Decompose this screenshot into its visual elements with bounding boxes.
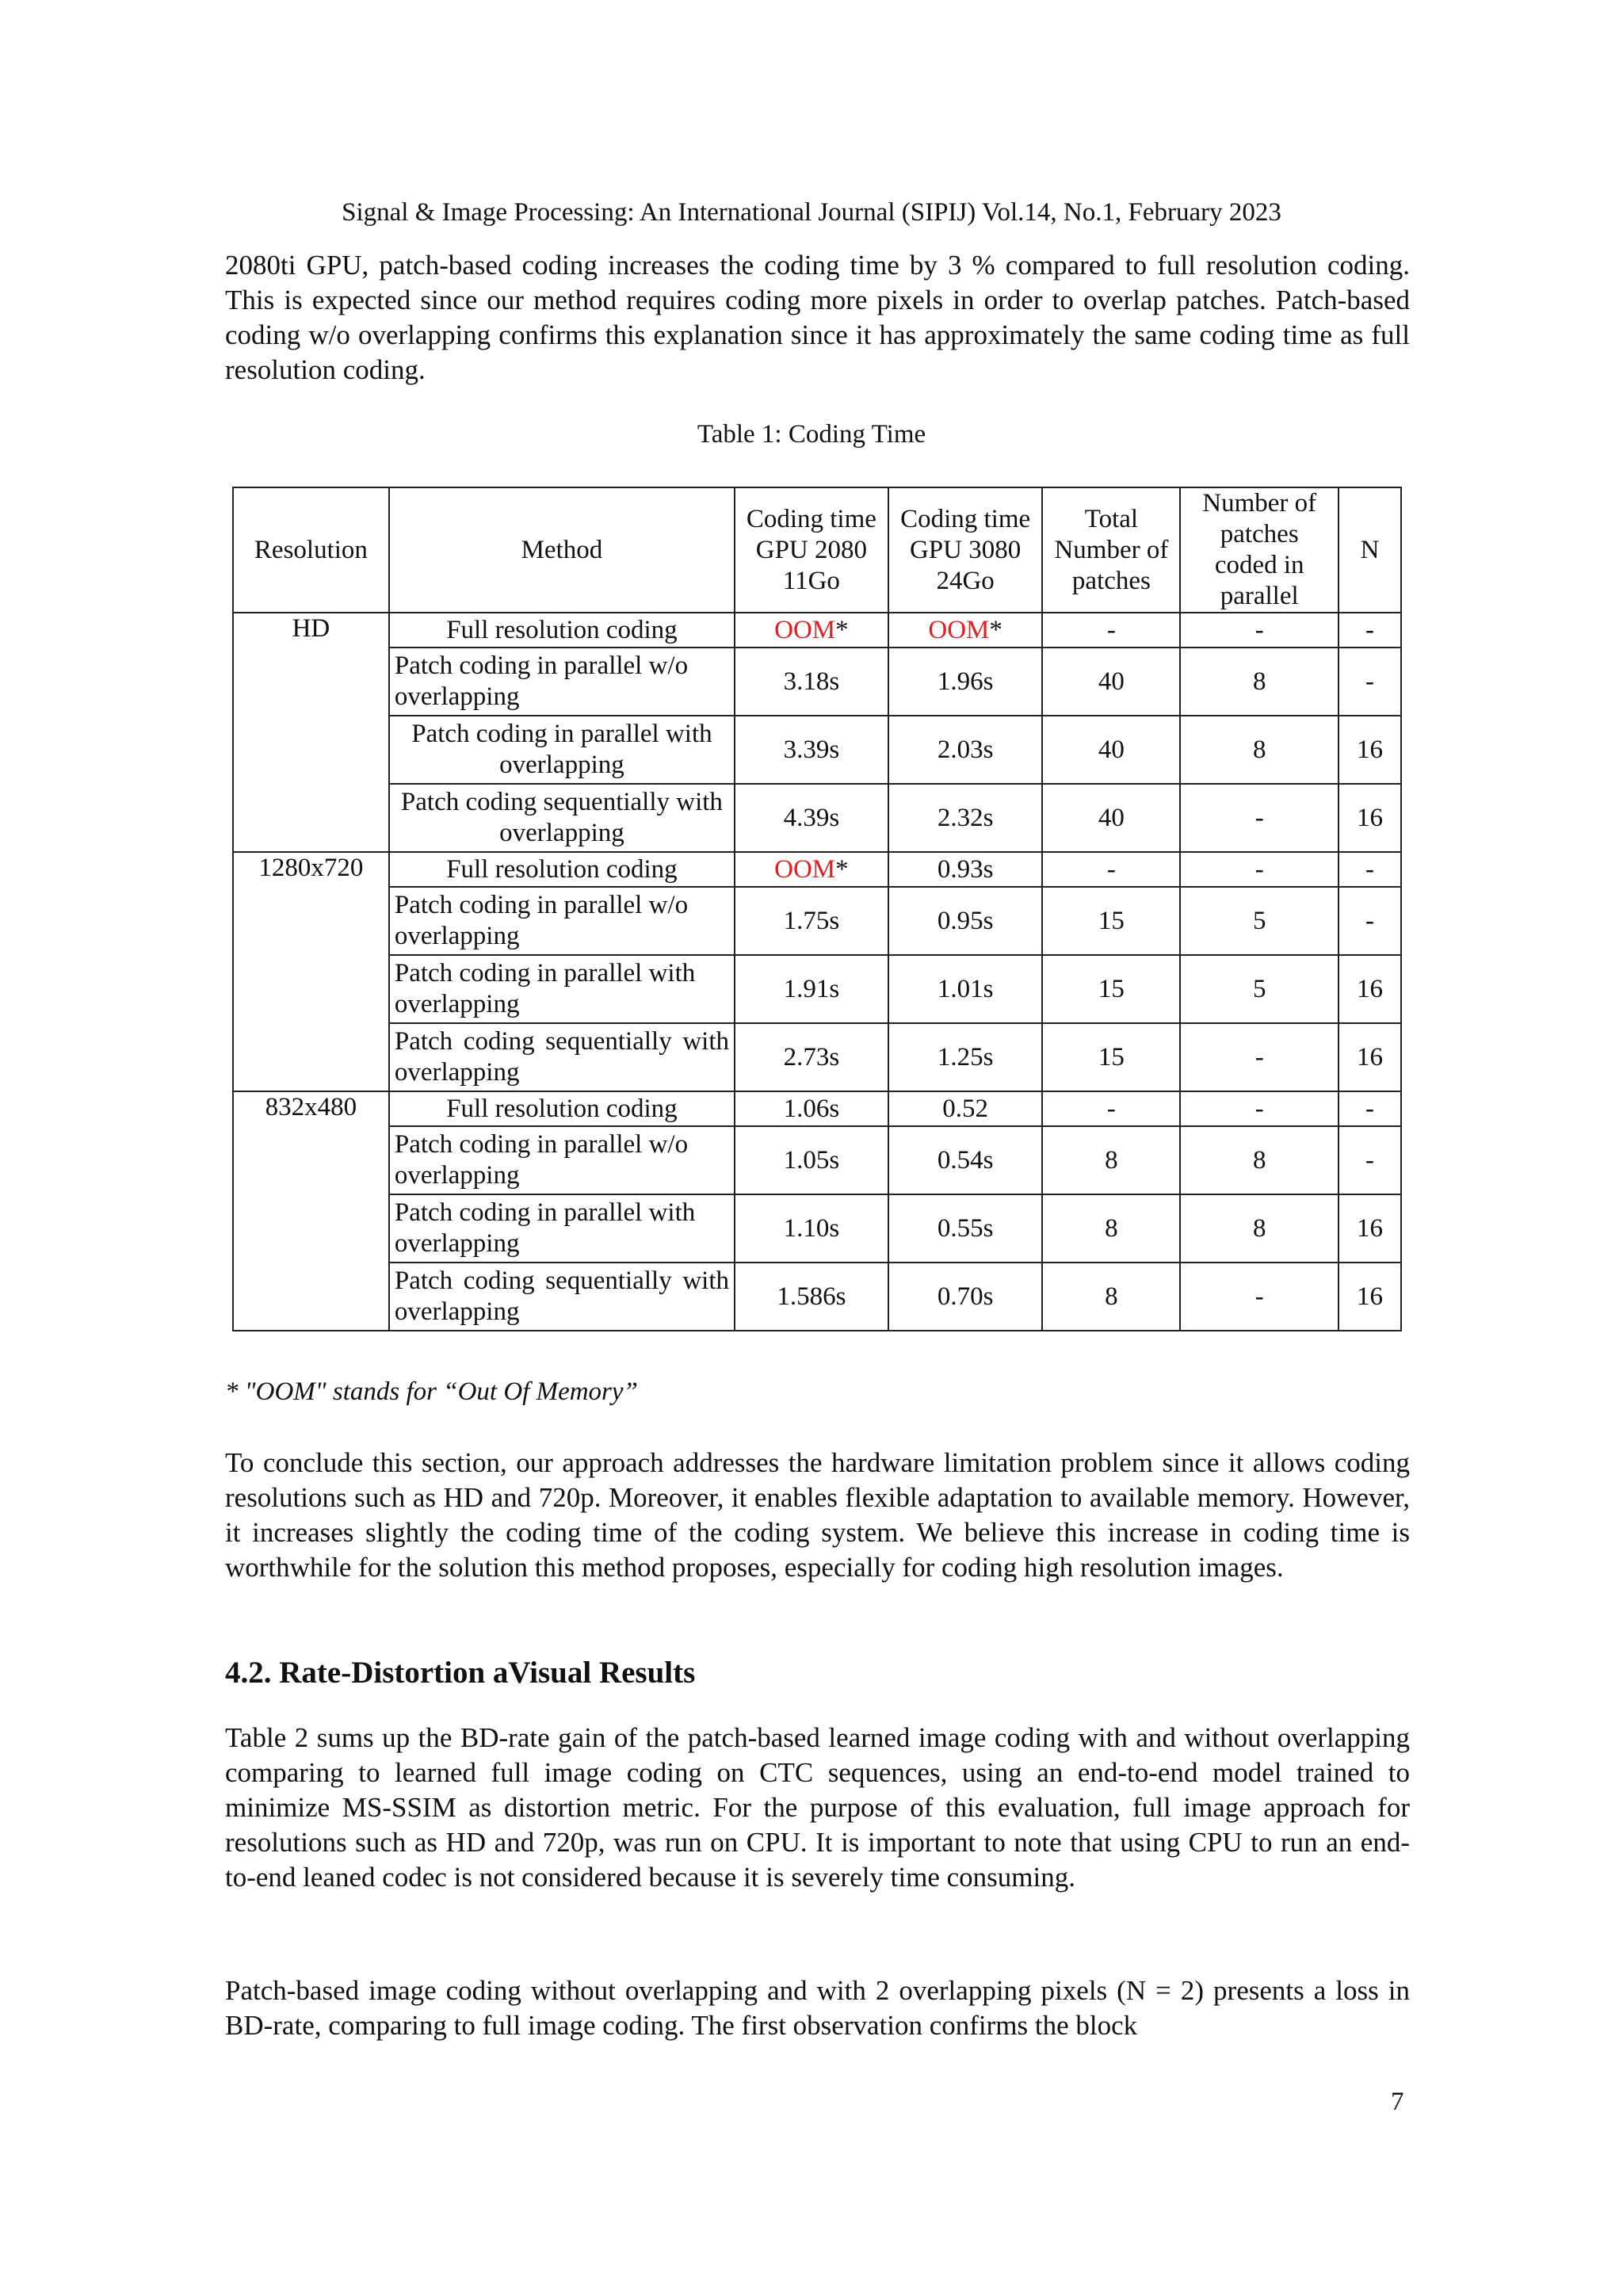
total-patches-cell xyxy=(1042,1194,1180,1263)
table-row xyxy=(233,1126,1401,1194)
method-cell: Patch coding sequentially with overlapping xyxy=(389,784,735,852)
coding-time-2080-cell xyxy=(735,887,888,955)
n-cell-value: - xyxy=(1365,1145,1375,1175)
paragraph-coding-time: 2080ti GPU, patch-based coding increases the coding time by 3 % compared to full resolution coding. This is expected since our method requires coding more pixels in order to overlap patches. Patch-based coding w/o overlapping confirms this explanation since it has approximately the same coding time as full resolution coding. xyxy=(225,250,1410,385)
table-row xyxy=(233,1194,1401,1263)
parallel-patches-cell xyxy=(1180,955,1338,1023)
coding-time-3080-cell xyxy=(888,955,1043,1023)
coding-time-2080-cell-value: 2.73s xyxy=(783,1042,840,1072)
section-heading: 4.2. Rate-Distortion aVisual Results xyxy=(225,1656,696,1690)
table-footnote: * "OOM" stands for “Out Of Memory” xyxy=(225,1377,638,1406)
method-cell: Patch coding in parallel with overlapping xyxy=(389,716,735,784)
table-row xyxy=(233,1091,1401,1126)
n-cell-value: 16 xyxy=(1357,974,1384,1003)
parallel-patches-cell-value: - xyxy=(1254,615,1264,644)
table-header-cell: N xyxy=(1338,487,1401,613)
n-cell xyxy=(1338,1194,1401,1263)
n-cell-value: - xyxy=(1365,615,1375,644)
table-header-cell: Coding time GPU 2080 11Go xyxy=(735,487,888,613)
n-cell xyxy=(1338,784,1401,852)
n-cell-value: 16 xyxy=(1357,803,1384,832)
coding-time-2080-cell-value: 1.586s xyxy=(777,1282,846,1311)
total-patches-cell xyxy=(1042,716,1180,784)
paragraph-conclusion: To conclude this section, our approach addresses the hardware limitation problem since it allows coding resolutions such as HD and 720p. Moreover, it enables flexible adaptation to available memory. However, it increases slightly the coding time of the coding system. We believe this increase in coding time is worthwhile for the solution this method proposes, especially for coding high resolution images. xyxy=(225,1447,1410,1583)
method-cell: Patch coding in parallel w/o overlapping xyxy=(389,648,735,716)
parallel-patches-cell-value: 8 xyxy=(1252,1213,1266,1243)
method-cell: Patch coding in parallel with overlapping xyxy=(389,955,735,1023)
method-cell: Patch coding in parallel with overlapping xyxy=(389,1194,735,1263)
total-patches-cell-value: 15 xyxy=(1098,974,1125,1003)
table-header-cell: Coding time GPU 3080 24Go xyxy=(888,487,1043,613)
n-cell xyxy=(1338,1091,1401,1126)
parallel-patches-cell-value: 5 xyxy=(1252,906,1266,935)
n-cell xyxy=(1338,1023,1401,1091)
coding-time-2080-cell xyxy=(735,1023,888,1091)
total-patches-cell-value: 15 xyxy=(1098,906,1125,935)
coding-time-3080-cell xyxy=(888,716,1043,784)
coding-time-2080-cell xyxy=(735,955,888,1023)
coding-time-3080-cell-value: 0.52 xyxy=(942,1094,988,1123)
parallel-patches-cell-value: 8 xyxy=(1252,667,1266,696)
coding-time-2080-cell-footnote-mark: * xyxy=(835,854,849,884)
total-patches-cell xyxy=(1042,1126,1180,1194)
total-patches-cell xyxy=(1042,648,1180,716)
coding-time-2080-cell xyxy=(735,613,888,648)
coding-time-table xyxy=(232,487,1402,1331)
coding-time-3080-cell xyxy=(888,648,1043,716)
coding-time-3080-cell xyxy=(888,784,1043,852)
coding-time-3080-cell-value: 0.93s xyxy=(937,854,994,884)
method-cell: Patch coding in parallel w/o overlapping xyxy=(389,1126,735,1194)
table-row xyxy=(233,955,1401,1023)
parallel-patches-cell-value: - xyxy=(1254,803,1264,832)
n-cell-value: 16 xyxy=(1357,1213,1384,1243)
parallel-patches-cell xyxy=(1180,716,1338,784)
total-patches-cell-value: - xyxy=(1106,1094,1116,1123)
total-patches-cell xyxy=(1042,852,1180,887)
table-row xyxy=(233,784,1401,852)
total-patches-cell-value: - xyxy=(1106,615,1116,644)
coding-time-3080-cell xyxy=(888,1126,1043,1194)
total-patches-cell-value: 40 xyxy=(1098,735,1125,764)
total-patches-cell-value: 8 xyxy=(1105,1145,1118,1175)
n-cell xyxy=(1338,887,1401,955)
coding-time-2080-cell-value: OOM xyxy=(774,615,836,644)
method-cell: Full resolution coding xyxy=(389,613,735,648)
coding-time-3080-cell-value: 0.55s xyxy=(937,1213,994,1243)
resolution-cell: HD xyxy=(233,613,389,852)
coding-time-2080-cell-value: 4.39s xyxy=(783,803,840,832)
table-row xyxy=(233,613,1401,648)
parallel-patches-cell xyxy=(1180,1091,1338,1126)
table-row xyxy=(233,1023,1401,1091)
table-row xyxy=(233,1263,1401,1331)
paragraph-patch-based: Patch-based image coding without overlapping and with 2 overlapping pixels (N = 2) presents a loss in BD-rate, comparing to full image coding. The first observation confirms the block xyxy=(225,1975,1410,2041)
total-patches-cell xyxy=(1042,1091,1180,1126)
table-header-cell: Number of patches coded in parallel xyxy=(1180,487,1338,613)
coding-time-2080-cell-footnote-mark: * xyxy=(835,615,849,644)
table-row xyxy=(233,887,1401,955)
coding-time-3080-cell xyxy=(888,1194,1043,1263)
parallel-patches-cell-value: - xyxy=(1254,854,1264,884)
resolution-cell: 1280x720 xyxy=(233,852,389,1091)
total-patches-cell xyxy=(1042,1263,1180,1331)
method-cell: Full resolution coding xyxy=(389,1091,735,1126)
parallel-patches-cell xyxy=(1180,1023,1338,1091)
total-patches-cell-value: 8 xyxy=(1105,1282,1118,1311)
coding-time-3080-cell-value: 1.25s xyxy=(937,1042,994,1072)
coding-time-2080-cell-value: OOM xyxy=(774,854,836,884)
journal-header: Signal & Image Processing: An International Journal (SIPIJ) Vol.14, No.1, February 2023 xyxy=(342,198,1281,227)
coding-time-2080-cell-value: 1.10s xyxy=(783,1213,840,1243)
total-patches-cell-value: 8 xyxy=(1105,1213,1118,1243)
coding-time-3080-cell xyxy=(888,1091,1043,1126)
coding-time-2080-cell xyxy=(735,1091,888,1126)
total-patches-cell-value: 15 xyxy=(1098,1042,1125,1072)
n-cell-value: 16 xyxy=(1357,1282,1384,1311)
paragraph-bd-rate: Table 2 sums up the BD-rate gain of the patch-based learned image coding with and without overlapping comparing to learned full image coding on CTC sequences, using an end-to-end model trained to minimize MS-SSIM as distortion metric. For the purpose of this evaluation, full image approach for resolutions such as HD and 720p, was run on CPU. It is important to note that using CPU to run an end-to-end leaned codec is not considered because it is severely time consuming. xyxy=(225,1722,1410,1893)
parallel-patches-cell xyxy=(1180,852,1338,887)
coding-time-2080-cell xyxy=(735,1263,888,1331)
coding-time-3080-cell-value: 2.03s xyxy=(937,735,994,764)
total-patches-cell xyxy=(1042,955,1180,1023)
resolution-cell: 832x480 xyxy=(233,1091,389,1331)
table-header-cell: Resolution xyxy=(233,487,389,613)
n-cell-value: - xyxy=(1365,854,1375,884)
coding-time-3080-cell-value: 1.01s xyxy=(937,974,994,1003)
parallel-patches-cell-value: - xyxy=(1254,1282,1264,1311)
total-patches-cell xyxy=(1042,1023,1180,1091)
page-number: 7 xyxy=(1391,2088,1404,2116)
n-cell xyxy=(1338,1126,1401,1194)
table-row xyxy=(233,716,1401,784)
coding-time-2080-cell-value: 3.39s xyxy=(783,735,840,764)
n-cell-value: 16 xyxy=(1357,1042,1384,1072)
table-header-cell: Method xyxy=(389,487,735,613)
total-patches-cell-value: 40 xyxy=(1098,803,1125,832)
n-cell xyxy=(1338,955,1401,1023)
coding-time-2080-cell-value: 1.91s xyxy=(783,974,840,1003)
table-row xyxy=(233,852,1401,887)
parallel-patches-cell-value: - xyxy=(1254,1094,1264,1123)
n-cell-value: - xyxy=(1365,667,1375,696)
method-cell: Patch coding sequentially with overlapping xyxy=(389,1023,735,1091)
coding-time-2080-cell xyxy=(735,1126,888,1194)
n-cell-value: - xyxy=(1365,906,1375,935)
n-cell xyxy=(1338,613,1401,648)
parallel-patches-cell xyxy=(1180,648,1338,716)
coding-time-3080-cell-value: 0.70s xyxy=(937,1282,994,1311)
parallel-patches-cell-value: 5 xyxy=(1252,974,1266,1003)
coding-time-3080-cell-footnote-mark: * xyxy=(989,615,1002,644)
coding-time-2080-cell xyxy=(735,1194,888,1263)
n-cell-value: 16 xyxy=(1357,735,1384,764)
coding-time-2080-cell-value: 1.75s xyxy=(783,906,840,935)
coding-time-2080-cell-value: 1.06s xyxy=(783,1094,840,1123)
coding-time-2080-cell xyxy=(735,784,888,852)
coding-time-3080-cell xyxy=(888,1263,1043,1331)
parallel-patches-cell xyxy=(1180,1194,1338,1263)
table-header-cell: Total Number of patches xyxy=(1042,487,1180,613)
coding-time-3080-cell xyxy=(888,887,1043,955)
coding-time-2080-cell-value: 1.05s xyxy=(783,1145,840,1175)
coding-time-3080-cell-value: 0.54s xyxy=(937,1145,994,1175)
coding-time-3080-cell-value: 1.96s xyxy=(937,667,994,696)
total-patches-cell xyxy=(1042,784,1180,852)
parallel-patches-cell xyxy=(1180,613,1338,648)
method-cell: Full resolution coding xyxy=(389,852,735,887)
coding-time-3080-cell-value: 2.32s xyxy=(937,803,994,832)
coding-time-2080-cell-value: 3.18s xyxy=(783,667,840,696)
n-cell xyxy=(1338,852,1401,887)
method-cell: Patch coding sequentially with overlapping xyxy=(389,1263,735,1331)
parallel-patches-cell xyxy=(1180,1263,1338,1331)
coding-time-3080-cell-value: 0.95s xyxy=(937,906,994,935)
n-cell-value: - xyxy=(1365,1094,1375,1123)
parallel-patches-cell xyxy=(1180,1126,1338,1194)
n-cell xyxy=(1338,716,1401,784)
total-patches-cell xyxy=(1042,887,1180,955)
table-header-row xyxy=(233,487,1401,613)
coding-time-2080-cell xyxy=(735,648,888,716)
coding-time-3080-cell-value: OOM xyxy=(928,615,990,644)
method-cell: Patch coding in parallel w/o overlapping xyxy=(389,887,735,955)
total-patches-cell-value: 40 xyxy=(1098,667,1125,696)
coding-time-3080-cell xyxy=(888,613,1043,648)
total-patches-cell xyxy=(1042,613,1180,648)
parallel-patches-cell xyxy=(1180,887,1338,955)
parallel-patches-cell xyxy=(1180,784,1338,852)
parallel-patches-cell-value: - xyxy=(1254,1042,1264,1072)
coding-time-3080-cell xyxy=(888,852,1043,887)
table-row xyxy=(233,648,1401,716)
parallel-patches-cell-value: 8 xyxy=(1252,735,1266,764)
n-cell xyxy=(1338,648,1401,716)
parallel-patches-cell-value: 8 xyxy=(1252,1145,1266,1175)
total-patches-cell-value: - xyxy=(1106,854,1116,884)
coding-time-2080-cell xyxy=(735,716,888,784)
coding-time-3080-cell xyxy=(888,1023,1043,1091)
table-caption: Table 1: Coding Time xyxy=(697,420,926,449)
coding-time-2080-cell xyxy=(735,852,888,887)
n-cell xyxy=(1338,1263,1401,1331)
